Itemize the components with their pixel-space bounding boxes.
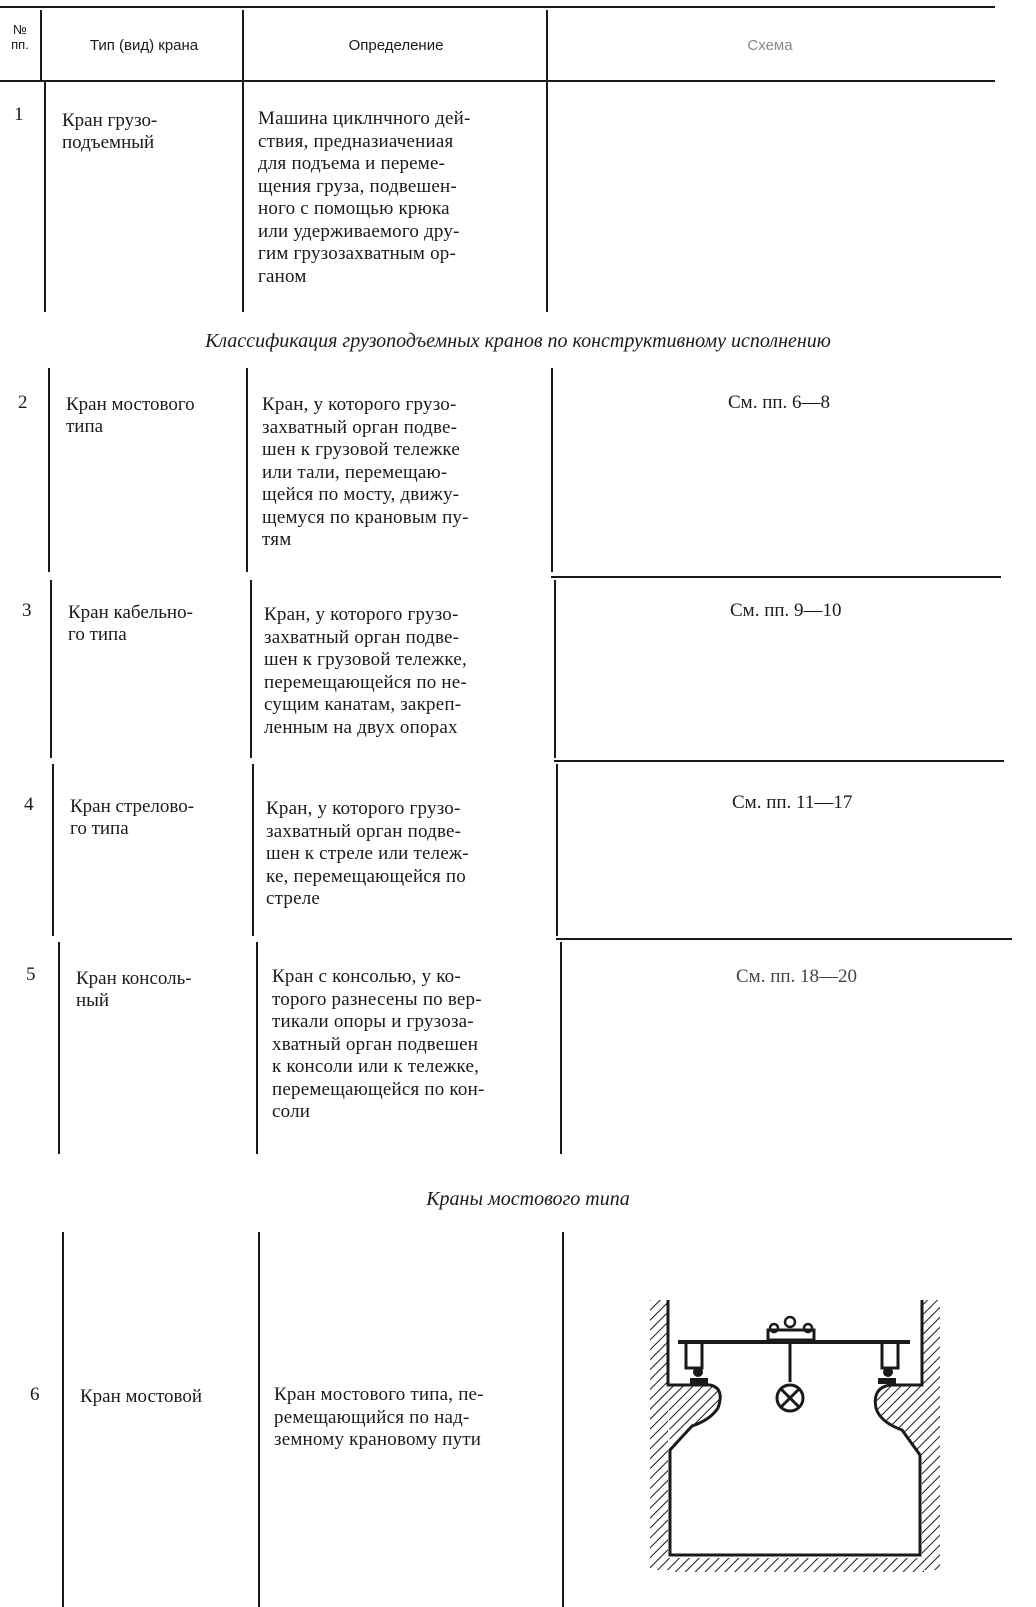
row-number: 5 (26, 964, 36, 985)
left-wall-hatching (650, 1300, 668, 1570)
row-number: 1 (14, 104, 24, 125)
scheme-reference: См. пп. 11—17 (732, 792, 853, 813)
row-number: 4 (24, 794, 34, 815)
row-rule (551, 576, 1001, 578)
scheme-reference: См. пп. 9—10 (730, 600, 842, 621)
left-corbel (668, 1385, 720, 1450)
crane-type: Кран стрелово- го типа (70, 796, 195, 839)
crane-definition: Машина циклнчного дей- ствия, предназиачениая для подъема и переме- щения груза, подвешен- ного с помощью крюка или удерживаемого дру- гим грузозахватным ор- ганом (258, 108, 471, 287)
row-rule (554, 760, 1004, 762)
building-outline (668, 1300, 922, 1555)
header-type: Тип (вид) крана (89, 37, 199, 54)
crane-definition: Кран, у которого грузо- захватный орган подве- шен к стреле или тележ- ке, перемещающейся по стреле (266, 798, 469, 909)
crane-definition: Кран с консолью, у ко- торого разнесены по вер- тикали опоры и грузоза- хватный орган подвешен к консоли или к тележке, перемещающейся по кон- соли (272, 966, 485, 1122)
crane-type: Кран консоль- ный (76, 968, 192, 1011)
section-heading-bridge-cranes: Краны мостового типа (426, 1188, 630, 1210)
floor-hatching (668, 1558, 924, 1572)
row-number: 3 (22, 600, 32, 621)
crane-definition: Кран мостового типа, пе- ремещающийся по над- земному крановому пути (274, 1384, 484, 1450)
left-rail (690, 1378, 708, 1384)
table-top-rule (0, 6, 995, 8)
crane-definition: Кран, у которого грузо- захватный орган подве- шен к грузовой тележке или тали, перемещаю- щейся по мосту, движу- щемуся по крановым пу- тям (262, 394, 469, 550)
header-num: № пп. (11, 22, 29, 52)
crane-type: Кран грузо- подъемный (62, 110, 158, 153)
scheme-reference: См. пп. 6—8 (728, 392, 831, 413)
crane-type: Кран мостового типа (66, 394, 195, 437)
scheme-reference: См. пп. 18—20 (736, 966, 858, 987)
row-rule (556, 938, 1012, 940)
header-bottom-rule (0, 80, 995, 82)
section-heading-classification: Классификация грузоподъемных кранов по конструктивному исполнению (205, 330, 831, 352)
crane-type: Кран мостовой (80, 1386, 203, 1407)
crane-type: Кран кабельно- го типа (68, 602, 193, 645)
bridge-crane-scheme (640, 1280, 960, 1600)
header-scheme: Схема (747, 37, 793, 54)
row-number: 6 (30, 1384, 40, 1405)
right-wall-hatching (922, 1300, 940, 1570)
right-rail (878, 1378, 896, 1384)
crane-definition: Кран, у которого грузо- захватный орган подве- шен к грузовой тележке, перемещающейся по не- сущим канатам, закреп- ленным на двух опорах (264, 604, 467, 738)
row-number: 2 (18, 392, 28, 413)
left-end-truck (686, 1342, 702, 1368)
header-definition: Определение (348, 37, 444, 54)
right-end-truck (882, 1342, 898, 1368)
